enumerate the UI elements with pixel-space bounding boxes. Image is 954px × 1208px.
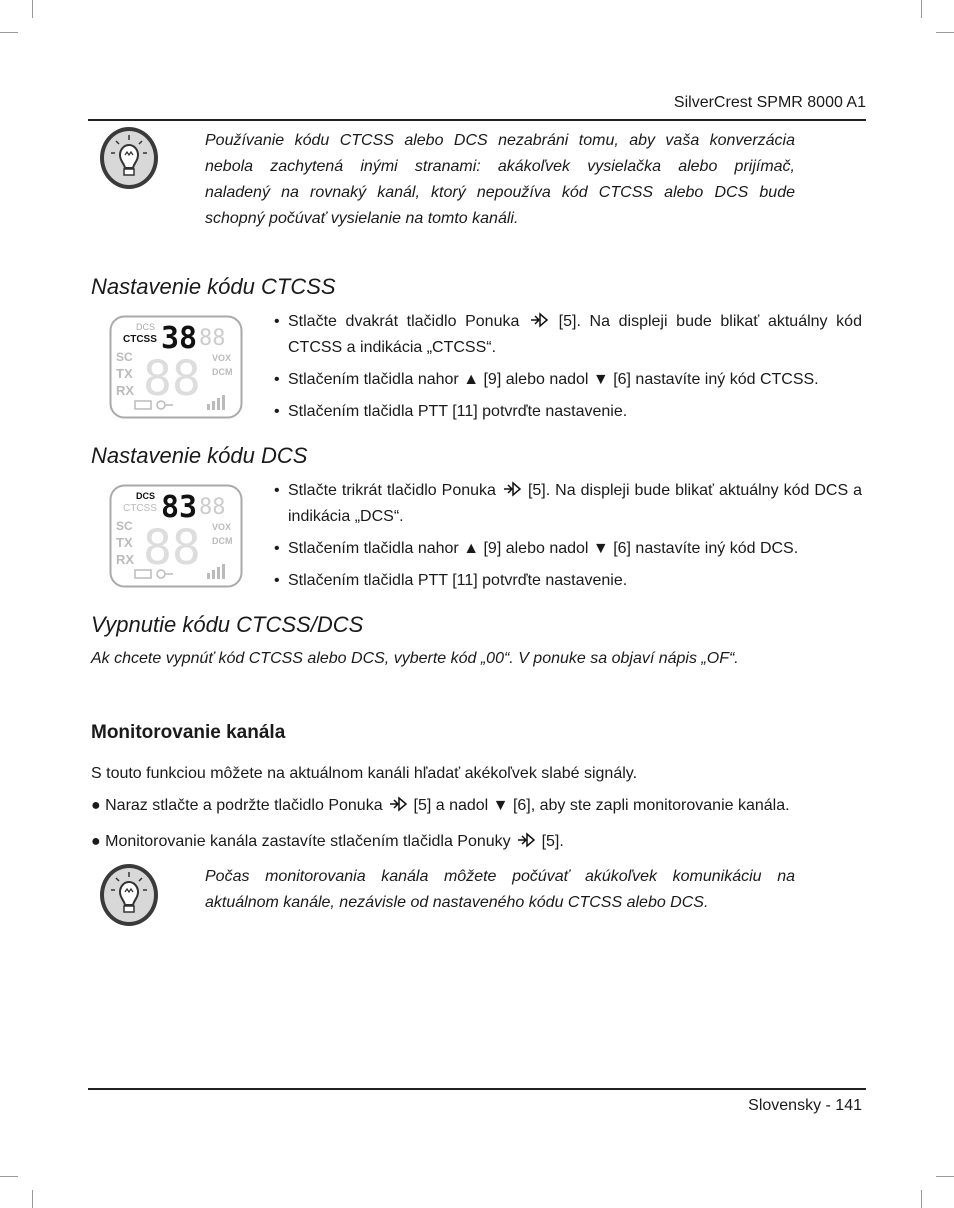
note-line: aktuálnom kanále, nezávisle od nastaveného kódu CTCSS alebo DCS.	[205, 894, 709, 911]
tip-note-ctcss	[205, 128, 795, 232]
lcd-top-label: DCS	[136, 491, 156, 501]
lcd-left-label: SC	[116, 519, 133, 533]
step-text: Stlačte trikrát tlačidlo Ponuka	[288, 482, 496, 499]
lcd-left-label: TX	[116, 535, 133, 550]
list-item: • Stlačením tlačidla nahor ▲ [9] alebo nadol ▼ [6] nastavíte iný kód DCS.	[274, 536, 862, 562]
off-description: Ak chcete vypnúť kód CTCSS alebo DCS, vyberte kód „00“. V ponuke sa objaví nápis „OF“.	[91, 650, 739, 667]
monitor-step-start	[91, 793, 790, 819]
lcd-display-icon	[109, 315, 243, 419]
section-heading-ctcss: Nastavenie kódu CTCSS	[91, 274, 336, 299]
note-line: schopný počúvať vysielanie na tomto kanáli.	[205, 210, 519, 227]
page-footer: Slovensky - 141	[748, 1097, 862, 1114]
monitor-intro: S touto funkciou môžete na aktuálnom kanáli hľadať akékoľvek slabé signály.	[91, 765, 638, 782]
running-header: SilverCrest SPMR 8000 A1	[673, 94, 866, 111]
list-item	[274, 309, 862, 361]
crop-mark	[921, 0, 922, 18]
header-rule	[88, 119, 866, 121]
crop-mark	[0, 1176, 18, 1177]
lcd-mode-label: CTCSS	[123, 503, 157, 514]
crop-mark	[936, 32, 954, 33]
menu-button-icon	[515, 831, 537, 849]
step-text: ● Monitorovanie kanála zastavíte stlačením tlačidla Ponuky	[91, 833, 511, 850]
ctcss-steps	[274, 309, 862, 431]
lcd-top-label: DCS	[136, 322, 156, 332]
menu-button-icon	[387, 795, 409, 813]
step-text: [5].	[541, 833, 564, 850]
section-heading-monitor: Monitorovanie kanála	[91, 722, 286, 743]
lcd-display-icon	[109, 484, 243, 588]
list-item: • Stlačením tlačidla PTT [11] potvrďte nastavenie.	[274, 568, 862, 594]
list-item: • Stlačením tlačidla PTT [11] potvrďte nastavenie.	[274, 399, 862, 425]
lightbulb-icon	[98, 862, 160, 928]
footer-rule	[88, 1088, 866, 1090]
menu-button-icon	[528, 311, 550, 329]
crop-mark	[921, 1190, 922, 1208]
svg-text:88: 88	[199, 326, 226, 351]
note-line: Počas monitorovania kanála môžete počúvať akúkoľvek komunikáciu na	[205, 868, 795, 885]
lcd-right-label: DCM	[212, 536, 233, 546]
list-item	[274, 478, 862, 530]
step-text: [5] a nadol ▼ [6], aby ste zapli monitorovanie kanála.	[413, 797, 790, 814]
tip-note-monitor	[205, 864, 795, 916]
section-heading-off: Vypnutie kódu CTCSS/DCS	[91, 612, 364, 637]
monitor-step-stop	[91, 829, 564, 855]
note-line: nebola zachytená inými stranami: akákoľvek vysielačka alebo prijímač,	[205, 158, 795, 175]
step-text: [5]. Na displeji bude blikať aktuálny kód DCS a indikácia „DCS“.	[288, 482, 863, 525]
lcd-code: 38	[161, 321, 198, 356]
note-line: naladený na rovnaký kanál, ktorý nepoužíva kód CTCSS alebo DCS bude	[205, 184, 795, 201]
lcd-code: 83	[161, 490, 198, 525]
dcs-steps	[274, 478, 862, 600]
svg-text:88: 88	[199, 495, 226, 520]
list-item: • Stlačením tlačidla nahor ▲ [9] alebo nadol ▼ [6] nastavíte iný kód CTCSS.	[274, 367, 862, 393]
step-text: ● Naraz stlačte a podržte tlačidlo Ponuka	[91, 797, 383, 814]
svg-text:88: 88	[143, 520, 201, 576]
lcd-left-label: RX	[116, 552, 135, 567]
step-text: [5]. Na displeji bude blikať aktuálny kód CTCSS a indikácia „CTCSS“.	[288, 313, 862, 356]
crop-mark	[32, 0, 33, 18]
menu-button-icon	[501, 480, 523, 498]
lcd-right-label: DCM	[212, 367, 233, 377]
lightbulb-icon	[98, 125, 160, 191]
section-heading-dcs: Nastavenie kódu DCS	[91, 443, 308, 468]
crop-mark	[936, 1176, 954, 1177]
crop-mark	[0, 32, 18, 33]
lcd-left-label: RX	[116, 383, 135, 398]
lcd-right-label: VOX	[212, 353, 232, 363]
note-line: Používanie kódu CTCSS alebo DCS nezabráni tomu, aby vaša konverzácia	[205, 132, 795, 149]
lcd-left-label: SC	[116, 350, 133, 364]
lcd-mode-label: CTCSS	[123, 334, 157, 345]
lcd-left-label: TX	[116, 366, 133, 381]
crop-mark	[32, 1190, 33, 1208]
step-text: Stlačte dvakrát tlačidlo Ponuka	[288, 313, 520, 330]
svg-text:88: 88	[143, 351, 201, 407]
lcd-right-label: VOX	[212, 522, 232, 532]
